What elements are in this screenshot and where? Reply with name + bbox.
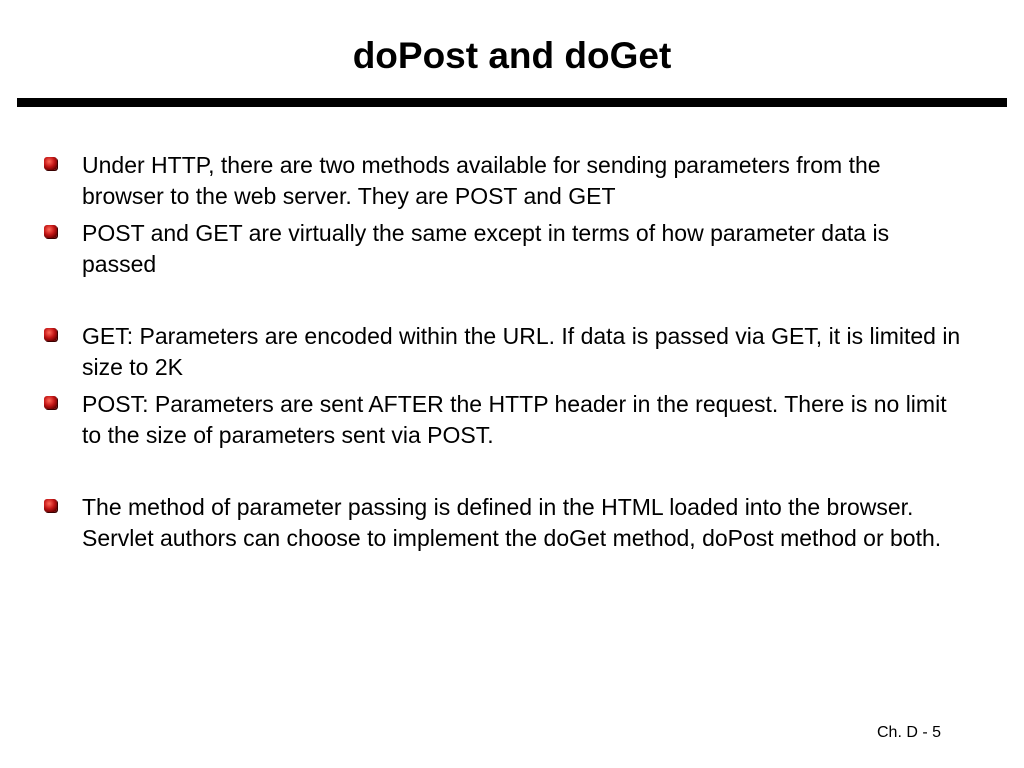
bullet-text: The method of parameter passing is defined in the HTML loaded into the browser. Servlet authors can choose to implement the doGet method, doPost method or both. — [82, 494, 942, 551]
red-square-bullet-icon — [44, 396, 57, 409]
bullet-text: POST: Parameters are sent AFTER the HTTP header in the request. There is no limit to the size of parameters sent via POST. — [82, 391, 947, 448]
red-square-bullet-icon — [44, 157, 57, 170]
red-square-bullet-icon — [44, 499, 57, 512]
bullet-text: GET: Parameters are encoded within the URL. If data is passed via GET, it is limited in size to 2K — [82, 323, 961, 380]
bullet-item — [0, 218, 962, 280]
slide-title: doPost and doGet — [352, 35, 672, 76]
bullet-item — [0, 389, 962, 451]
bullet-item — [0, 492, 962, 554]
bullet-list — [0, 150, 1024, 554]
bullet-text: Under HTTP, there are two methods available for sending parameters from the browser to the web server. They are POST and GET — [82, 152, 881, 209]
bullet-item — [0, 150, 962, 212]
bullet-item — [0, 321, 962, 383]
title-divider — [17, 98, 1007, 107]
bullet-text: POST and GET are virtually the same except in terms of how parameter data is passed — [82, 220, 890, 277]
red-square-bullet-icon — [44, 225, 57, 238]
slide-number: Ch. D - 5 — [876, 724, 941, 741]
red-square-bullet-icon — [44, 328, 57, 341]
